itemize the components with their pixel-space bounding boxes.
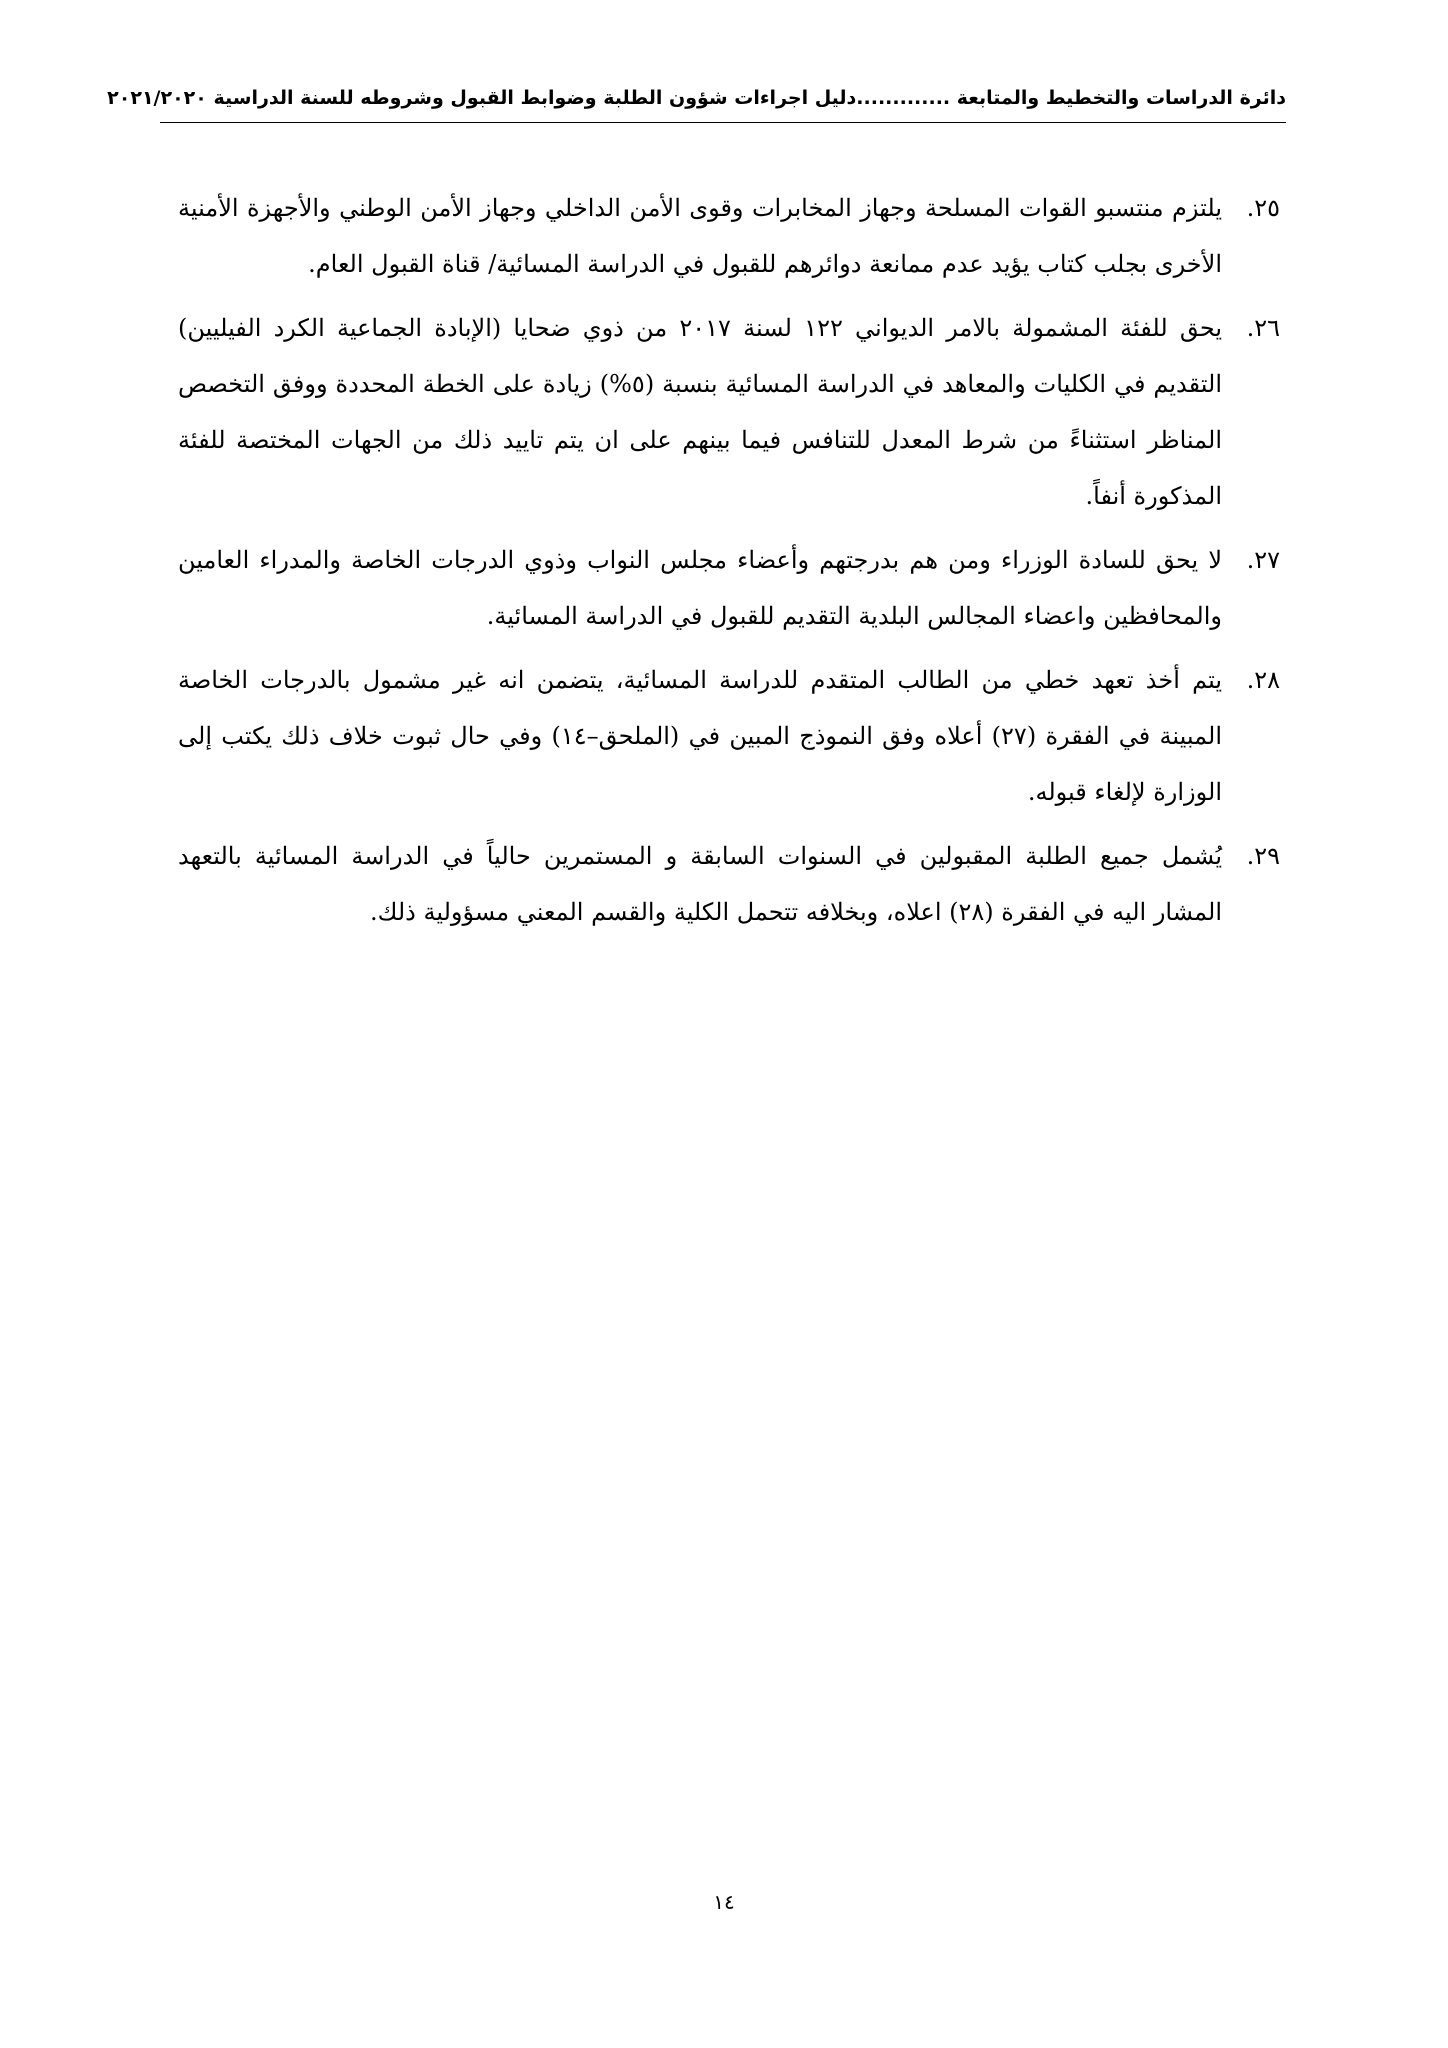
item-number: ٢٧. bbox=[1246, 546, 1280, 574]
list-item-28 bbox=[178, 652, 1280, 820]
list-item-25 bbox=[178, 180, 1280, 292]
item-text: يحق للفئة المشمولة بالامر الديواني ١٢٢ لسنة ٢٠١٧ من ذوي ضحايا (الإبادة الجماعية الكرد الفيليين) التقديم في الكليات والمعاهد في الدراسة المسائية بنسبة (٥%) زيادة على الخطة المحددة ووفق التخصص المناظر استثناءً من شرط المعدل للتنافس فيما بينهم على ان يتم تاييد ذلك من الجهات المختصة للفئة المذكورة أنفاً. bbox=[178, 314, 1223, 510]
item-number: ٢٩. bbox=[1246, 842, 1280, 870]
list-item-27 bbox=[178, 532, 1280, 644]
item-number: ٢٦. bbox=[1246, 314, 1280, 342]
list-item-26 bbox=[178, 300, 1280, 524]
running-header: دائرة الدراسات والتخطيط والمتابعة .............دليل اجراءات شؤون الطلبة وضوابط القبول وشروطه للسنة الدراسية ٢٠٢١/٢٠٢٠ bbox=[160, 84, 1286, 123]
item-text: لا يحق للسادة الوزراء ومن هم بدرجتهم وأعضاء مجلس النواب وذوي الدرجات الخاصة والمدراء العامين والمحافظين واعضاء المجالس البلدية التقديم للقبول في الدراسة المسائية. bbox=[178, 546, 1222, 630]
item-number: ٢٥. bbox=[1246, 194, 1280, 222]
item-text: يتم أخذ تعهد خطي من الطالب المتقدم للدراسة المسائية، يتضمن انه غير مشمول بالدرجات الخاصة المبينة في الفقرة (٢٧) أعلاه وفق النموذج المبين في (الملحق–١٤) وفي حال ثبوت خلاف ذلك يكتب إلى الوزارة لإلغاء قبوله. bbox=[178, 666, 1222, 806]
item-number: ٢٨. bbox=[1246, 666, 1280, 694]
page-number: ١٤ bbox=[713, 1890, 735, 1914]
list-item-29 bbox=[178, 828, 1280, 940]
item-text: يُشمل جميع الطلبة المقبولين في السنوات السابقة و المستمرين حالياً في الدراسة المسائية بالتعهد المشار اليه في الفقرة (٢٨) اعلاه، وبخلافه تتحمل الكلية والقسم المعني مسؤولية ذلك. bbox=[178, 842, 1222, 926]
item-text: يلتزم منتسبو القوات المسلحة وجهاز المخابرات وقوى الأمن الداخلي وجهاز الأمن الوطني والأجهزة الأمنية الأخرى بجلب كتاب يؤيد عدم ممانعة دوائرهم للقبول في الدراسة المسائية/ قناة القبول العام. bbox=[178, 194, 1222, 278]
numbered-list bbox=[178, 180, 1280, 948]
